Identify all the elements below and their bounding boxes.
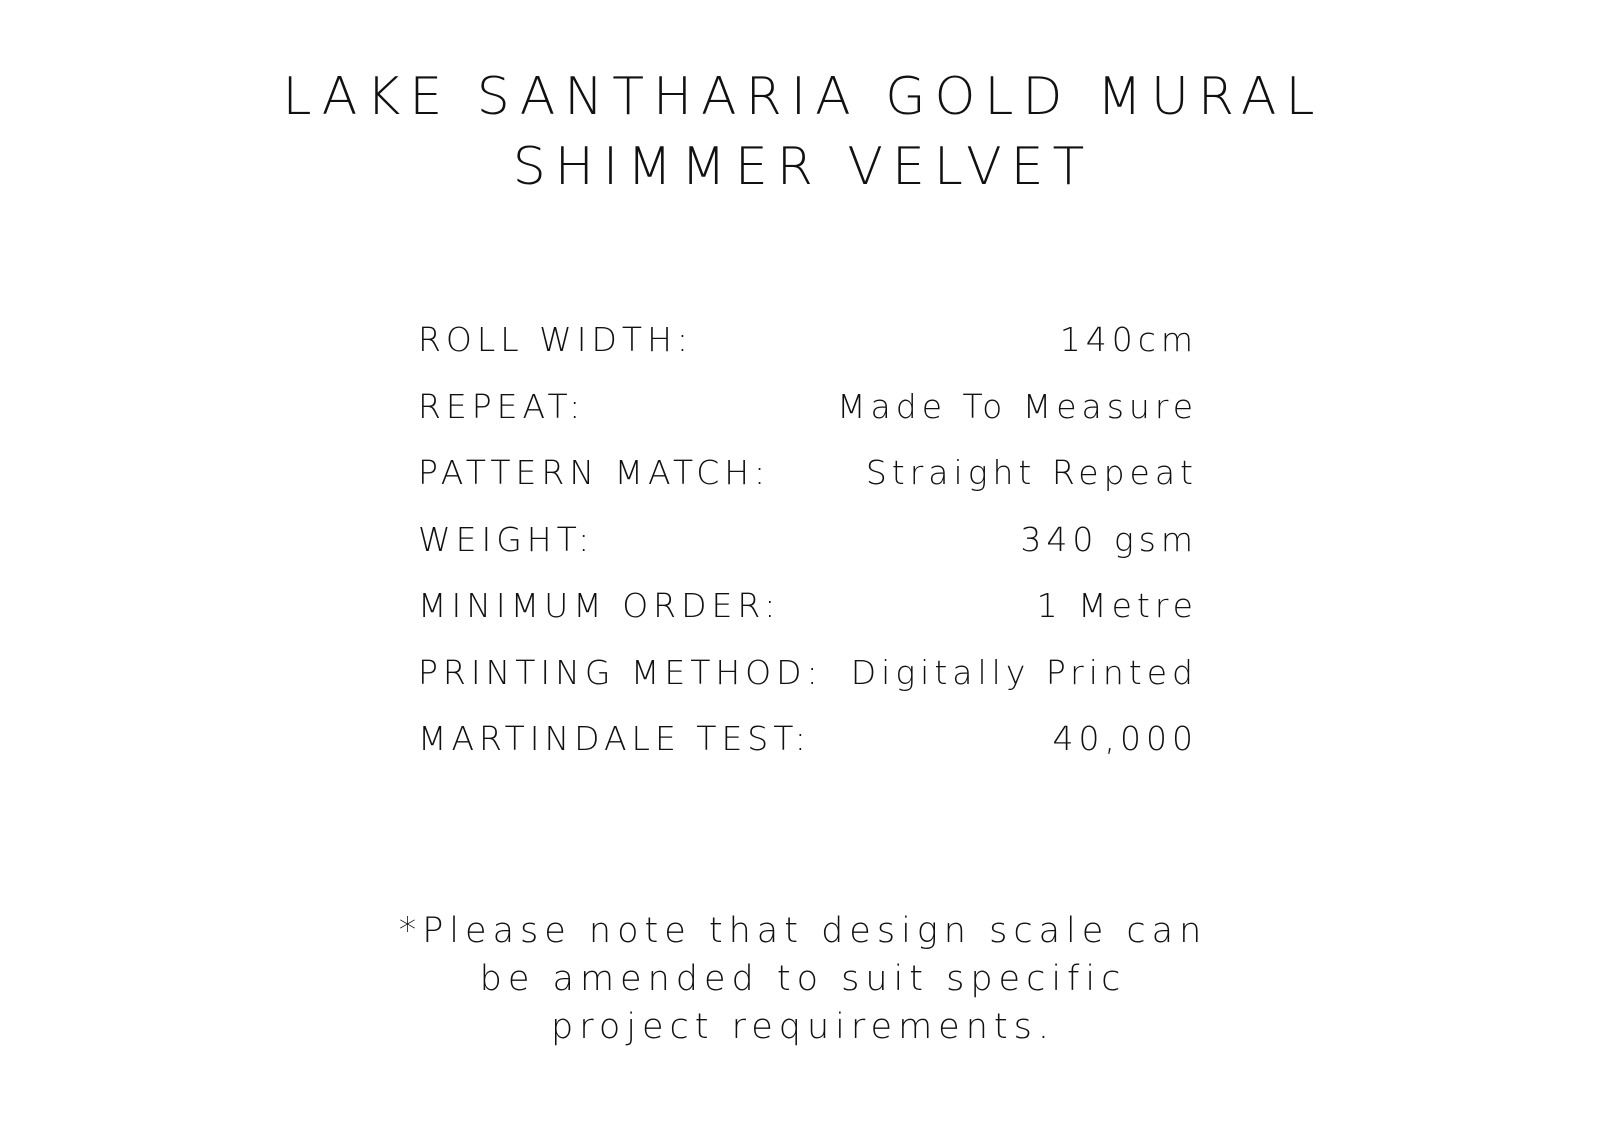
spec-row-printing-method [418,653,1198,720]
spec-row-martindale-test [418,719,1198,786]
scale-note-line-3: project requirements. [551,1007,1055,1047]
spec-label: WEIGHT: [418,519,595,559]
scale-note-line-2: be amended to suit specific [479,959,1127,999]
spec-label: REPEAT: [418,386,586,426]
spec-value: Made To Measure [837,386,1198,426]
spec-label: ROLL WIDTH: [418,320,694,359]
spec-value: 1 Metre [1036,586,1198,625]
spec-value: 340 gsm [1020,519,1198,559]
product-title [0,62,1606,202]
spec-row-weight [418,520,1198,587]
spec-label: PATTERN MATCH: [418,453,771,492]
spec-row-roll-width [418,320,1198,387]
spec-value: 140cm [1059,320,1198,359]
spec-label: PRINTING METHOD: [418,652,823,692]
scale-note-line-1: *Please note that design scale can [398,911,1208,951]
spec-row-minimum-order [418,586,1198,653]
spec-label: MINIMUM ORDER: [418,586,781,625]
spec-row-repeat [418,387,1198,454]
spec-value: 40,000 [1052,719,1198,758]
spec-value: Straight Repeat [865,453,1198,492]
spec-label: MARTINDALE TEST: [418,719,811,758]
spec-row-pattern-match [418,453,1198,520]
product-title-line-2: SHIMMER VELVET [512,137,1094,197]
specifications-list [418,320,1198,786]
scale-note [0,907,1606,1051]
product-title-line-1: LAKE SANTHARIA GOLD MURAL [282,67,1324,127]
spec-value: Digitally Printed [850,652,1198,692]
